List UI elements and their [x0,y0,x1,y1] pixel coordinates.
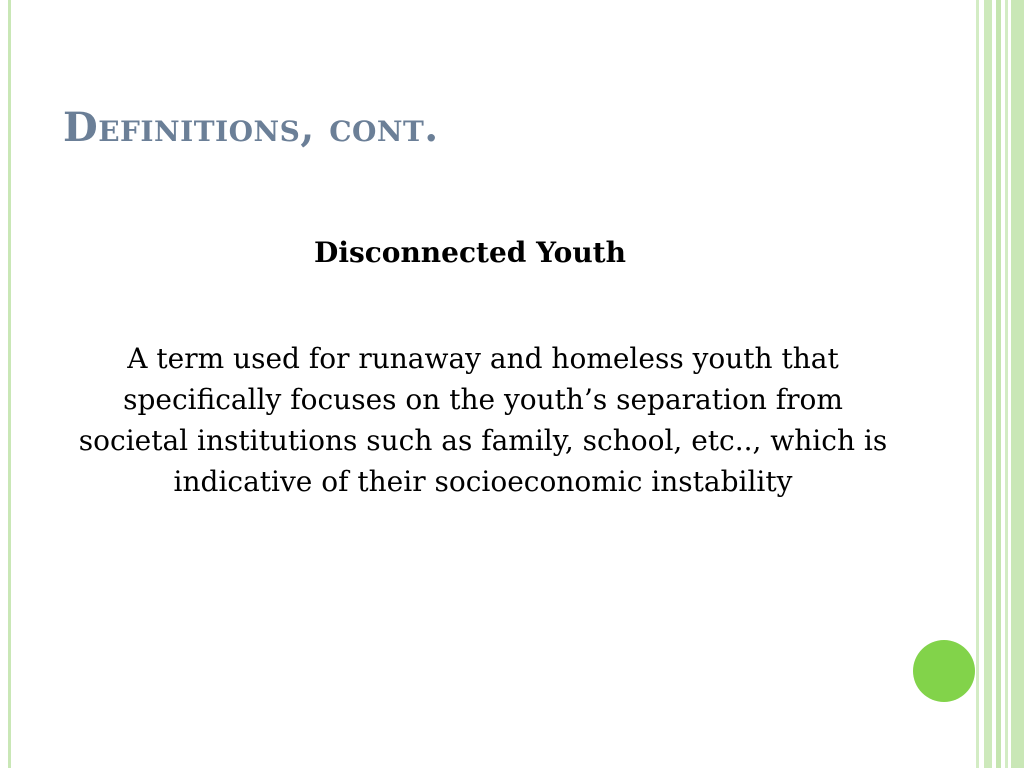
right-stripe-3 [996,0,1001,768]
right-stripe-2 [984,0,992,768]
slide-title: Definitions, cont. [63,104,439,151]
left-border-line [8,0,11,768]
definition-text: A term used for runaway and homeless youth that specifically focuses on the youth’s separation from societal institutions such as family, school, etc.., which is indicative of their socioeconomic instability [78,342,888,498]
green-circle-decoration [913,640,975,702]
right-stripe-1 [976,0,979,768]
right-stripe-5 [1011,0,1024,768]
right-stripe-4 [1005,0,1008,768]
slide-subtitle: Disconnected Youth [314,236,626,269]
